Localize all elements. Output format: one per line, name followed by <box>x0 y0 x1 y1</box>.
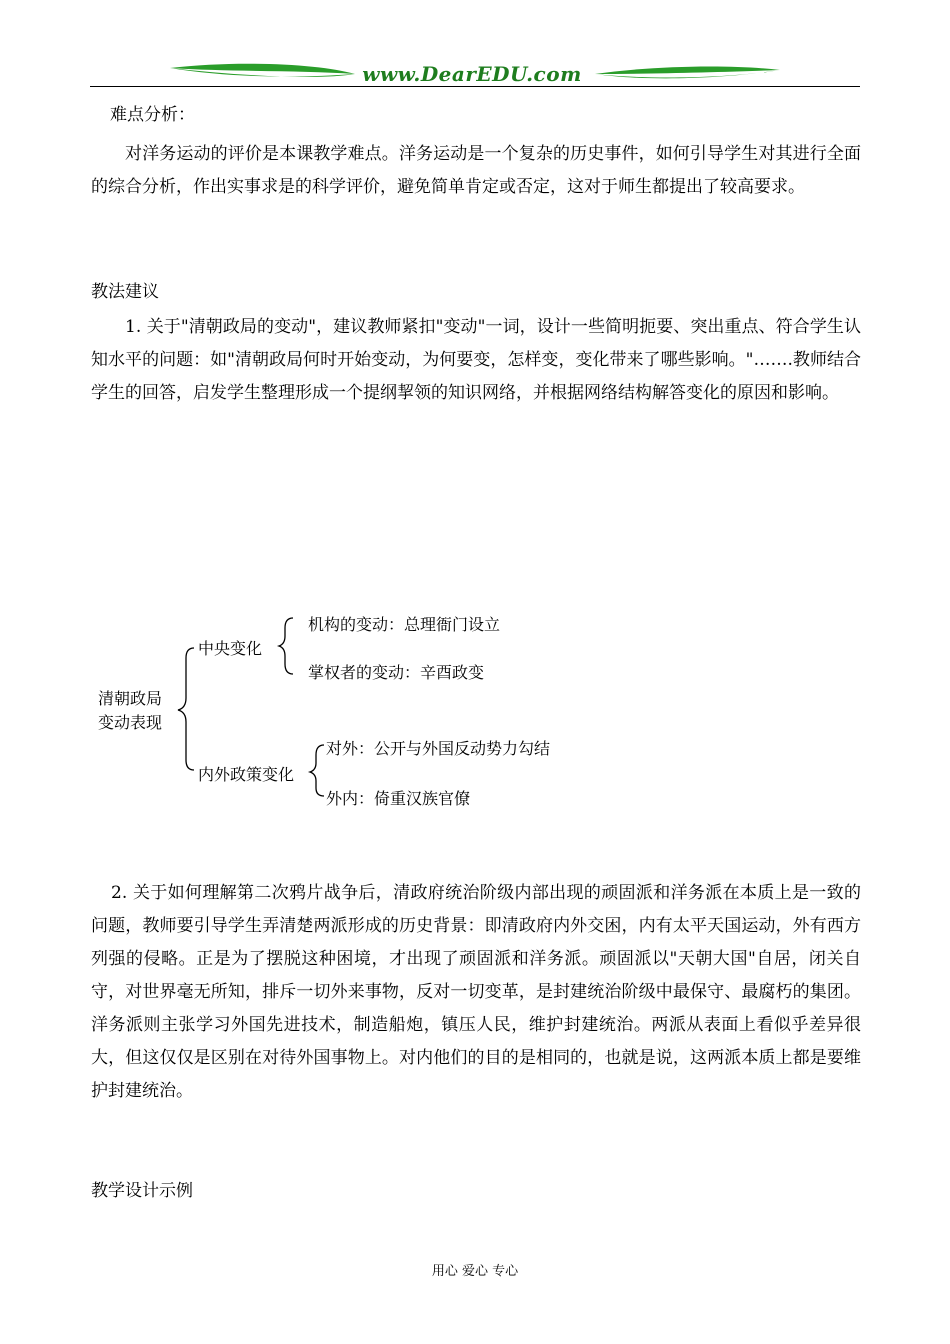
diagram-branch-policy: 内外政策变化 <box>198 765 295 784</box>
diagram-policy-item-1: 对外：公开与外国反动势力勾结 <box>326 739 551 758</box>
diagram-branch-central: 中央变化 <box>198 639 263 658</box>
political-change-diagram <box>90 600 590 820</box>
diagram-root-line2: 变动表现 <box>98 713 163 732</box>
difficulty-title: 难点分析： <box>110 105 195 125</box>
method-paragraph-1: 1. 关于"清朝政局的变动"，建议教师紧扣"变动"一词，设计一些简明扼要、突出重点、符合学生认知水平的问题：如"清朝政局何时开始变动，为何要变，怎样变，变化带来了哪些影响。"…….教师结合学生的回答，启发学生整理形成一个提纲挈领的知识网络，并根据网络结构解答变化的原因和影响。 <box>91 317 861 403</box>
diagram-central-item-1: 机构的变动：总理衙门设立 <box>308 615 501 634</box>
method-paragraph-2: 2. 关于如何理解第二次鸦片战争后，清政府统治阶级内部出现的顽固派和洋务派在本质上是一致的问题，教师要引导学生弄清楚两派形成的历史背景：即清政府内外交困，内有太平天国运动，外有西方列强的侵略。正是为了摆脱这种困境，才出现了顽固派和洋务派。顽固派以"天朝大国"自居，闭关自守，对世界毫无所知，排斥一切外来事物，反对一切变革，是封建统治阶级中最保守、最腐朽的集团。洋务派则主张学习外国先进技术，制造船炮，镇压人民，维护封建统治。两派从表面上看似乎差异很大，但这仅仅是区别在对待外国事物上。对内他们的目的是相同的，也就是说，这两派本质上都是要维护封建统治。 <box>91 883 861 1101</box>
diagram-central-item-2: 掌权者的变动：辛酉政变 <box>308 663 485 682</box>
diagram-policy-item-2: 外内：倚重汉族官僚 <box>326 789 471 808</box>
method-title: 教法建议 <box>91 282 159 302</box>
page-footer: 用心 爱心 专心 <box>431 1264 519 1279</box>
difficulty-paragraph: 对洋务运动的评价是本课教学难点。洋务运动是一个复杂的历史事件，如何引导学生对其进行全面的综合分析，作出实事求是的科学评价，避免简单肯定或否定，这对于师生都提出了较高要求。 <box>91 144 861 197</box>
header-divider <box>90 86 860 87</box>
diagram-root-line1: 清朝政局 <box>98 689 163 708</box>
design-title: 教学设计示例 <box>91 1181 193 1201</box>
header-site-name: www.DearEDU.com <box>362 62 582 86</box>
